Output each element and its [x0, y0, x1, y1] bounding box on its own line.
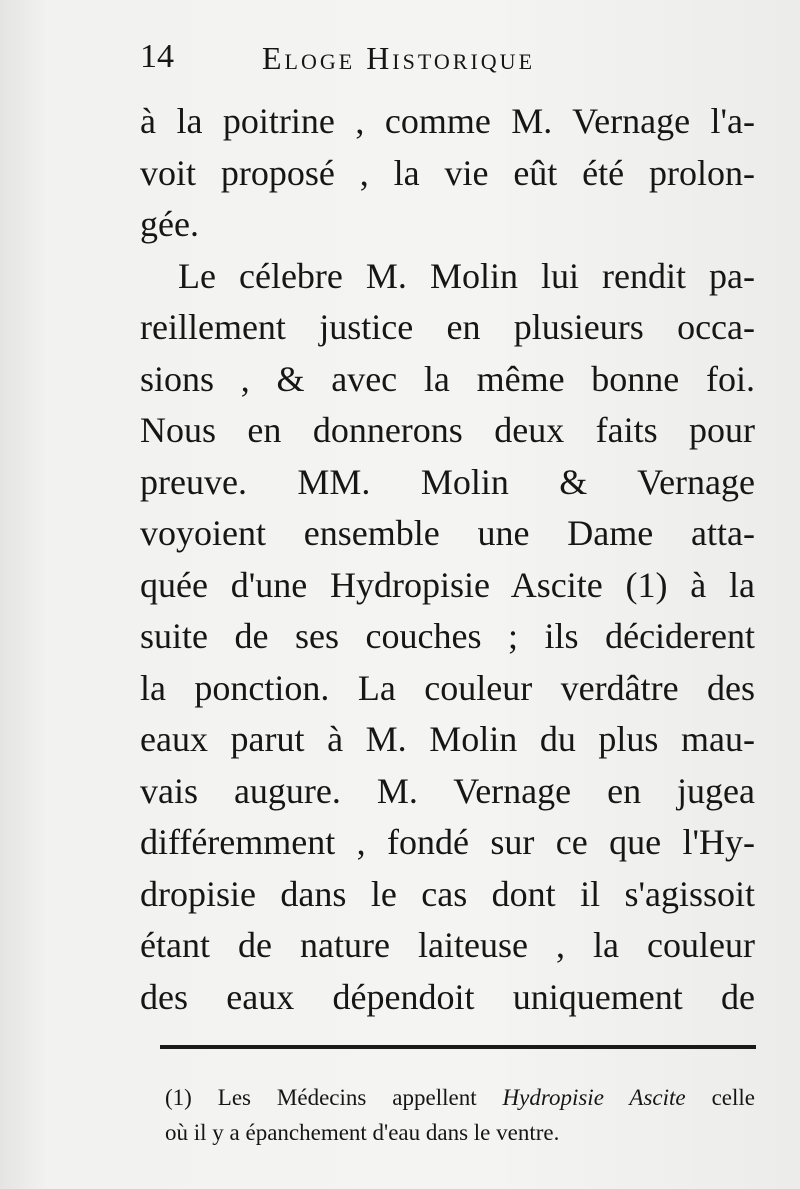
text-line: différemment , fondé sur ce que l'Hy- [140, 822, 755, 862]
text-line: quée d'une Hydropisie Ascite (1) à la [140, 564, 755, 605]
footnote-line: où il y a épanchement d'eau dans le ventre. [165, 1120, 560, 1145]
footnote [165, 1080, 755, 1150]
text-line: des eaux dépendoit uniquement de [140, 976, 755, 1017]
text-line: la ponction. La couleur verdâtre des [140, 667, 755, 708]
text-line: à la poitrine , comme M. Vernage l'a- [140, 101, 755, 141]
text-line: sions , & avec la même bonne foi. [140, 358, 755, 399]
body-text [140, 96, 755, 1023]
footnote-rule [160, 1045, 756, 1049]
text-line: gée. [140, 204, 199, 244]
footnote-text: (1) Les Médecins appellent [165, 1085, 503, 1110]
text-line: voyoient ensemble une Dame atta- [140, 513, 755, 553]
text-line: reillement justice en plusieurs occa- [140, 307, 755, 347]
text-line: Nous en donnerons deux faits pour [140, 410, 755, 450]
text-line: vais augure. M. Vernage en jugea [140, 770, 755, 811]
running-title: Eloge Historique [262, 40, 536, 76]
page-number: 14 [140, 38, 174, 75]
running-head [140, 38, 760, 88]
text-line: dropisie dans le cas dont il s'agissoit [140, 873, 755, 914]
footnote-italic-term: Hydropisie Ascite [502, 1085, 686, 1110]
footnote-line [165, 1080, 755, 1115]
text-line: suite de ses couches ; ils déciderent [140, 616, 755, 656]
text-line: étant de nature laiteuse , la couleur [140, 925, 755, 965]
text-line: Le célebre M. Molin lui rendit pa- [178, 255, 755, 296]
footnote-text: celle [685, 1085, 755, 1110]
text-line: voit proposé , la vie eût été prolon- [140, 152, 755, 193]
text-line: preuve. MM. Molin & Vernage [140, 461, 755, 502]
text-line: eaux parut à M. Molin du plus mau- [140, 719, 755, 759]
